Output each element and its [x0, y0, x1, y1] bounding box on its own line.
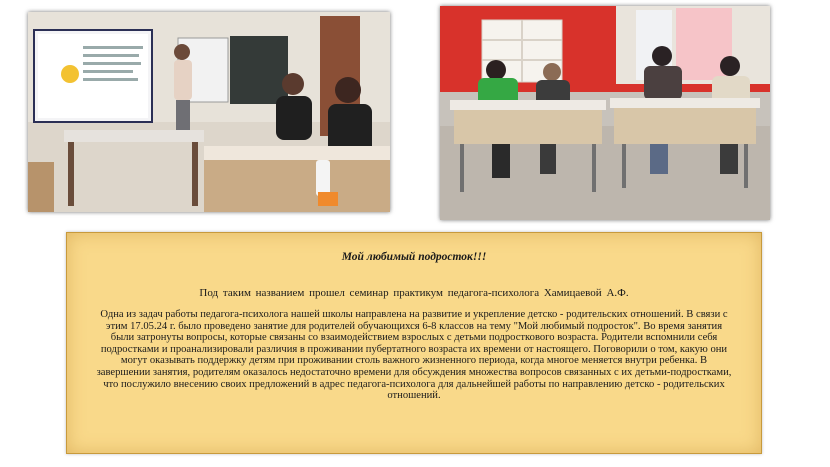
article-body: Одна из задач работы педагога-психолога нашей школы направлена на развитие и укрепление детско - родительских отношений. В связи с этим 17.05.24 г. было проведено занятие для родителей обучающихся 6-8 классов на тему "Мой любимый подросток". Во время занятия были затронуты вопросы, которые связаны со взаимодействием взрослых с детьми подросткового возраста. Родители вспомнили себя подростками и проанализировали различия в проживании пубертатного возраста их времени от настоящего. Поговорили о том, какую они могут оказывать поддержку детям при проживании столь важного жизненного периода, когда многое меняется внутри ребенка. В завершении занятия, родителям оказалось недостаточно времени для обсуждения множества вопросов связанных с их детьми-подростками, что послужило внесению своих предложений в адрес педагога-психолога для дальнейшей работы по направлению детско - родительских отношений. [96, 309, 732, 402]
seminar-photo-left [28, 12, 390, 212]
seminar-photo-left-illustration [28, 12, 390, 212]
article-intro: Под таким названием прошел семинар практикум педагога-психолога Хамицаевой А.Ф. [199, 287, 629, 299]
article-heading: Мой любимый подросток!!! [341, 251, 487, 263]
seminar-photo-right-illustration [440, 6, 770, 220]
seminar-photo-right [440, 6, 770, 220]
article-card [66, 232, 762, 454]
